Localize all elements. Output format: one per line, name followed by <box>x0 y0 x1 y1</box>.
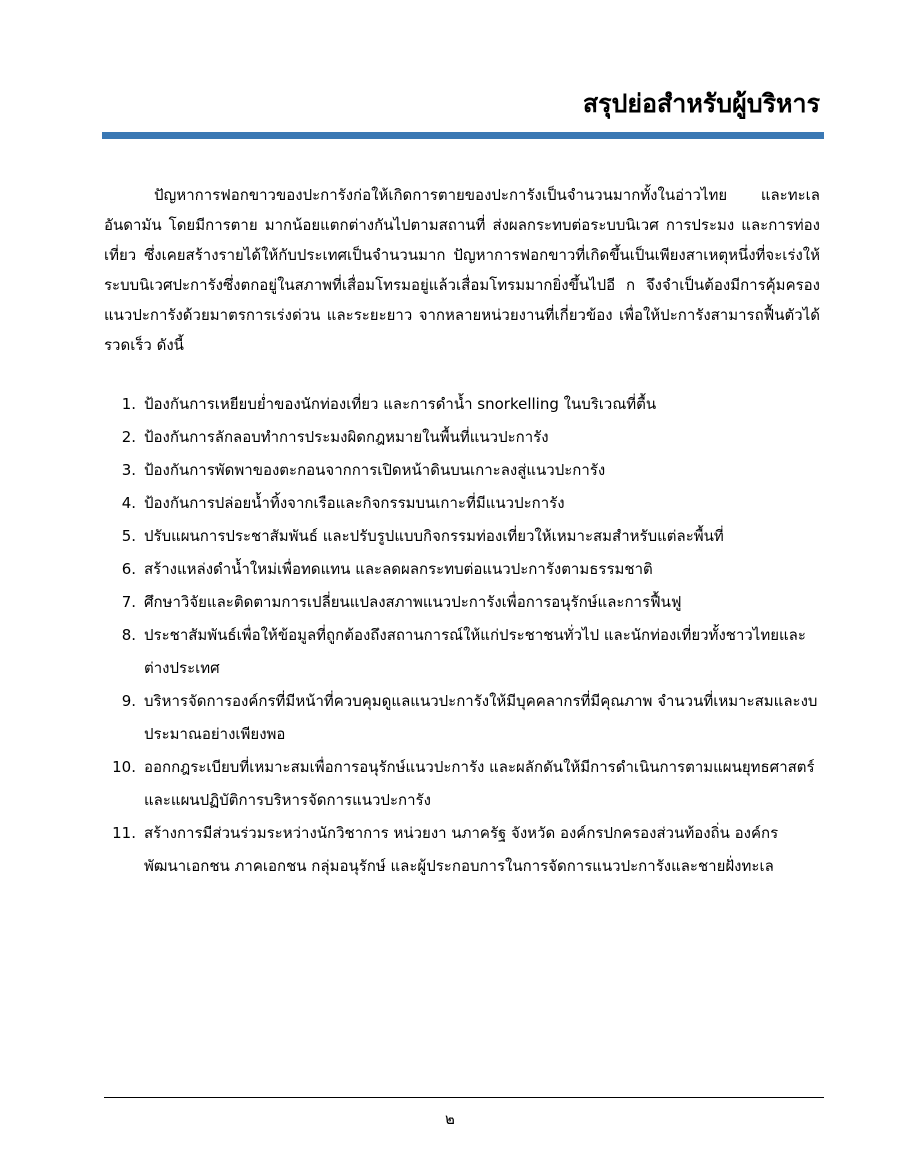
list-item-number: 4. <box>121 494 136 512</box>
list-item <box>104 553 820 586</box>
list-item-text: ป้องกันการปล่อยน้ำทิ้งจากเรือและกิจกรรมบนเกาะที่มีแนวปะการัง <box>144 494 565 512</box>
intro-paragraph: ปัญหาการฟอกขาวของปะการังก่อให้เกิดการตายของปะการังเป็นจำนวนมากทั้งในอ่าวไทย และทะเลอันดามัน โดยมีการตาย มากน้อยแตกต่างกันไปตามสถานที่ ส่งผลกระทบต่อระบบนิเวศ การประมง และการท่องเที่ยว ซึ่งเคยสร้างรายได้ให้กับประเทศเป็นจำนวนมาก ปัญหาการฟอกขาวที่เกิดขึ้นเป็นเพียงสาเหตุหนึ่งที่จะเร่งให้ระบบนิเวศปะการังซึ่งตกอยู่ในสภาพที่เสื่อมโทรมอยู่แล้วเสื่อมโทรมมากยิ่งขึ้นไปอี ก จึงจำเป็นต้องมีการคุ้มครองแนวปะการังด้วยมาตรการเร่งด่วน และระยะยาว จากหลายหน่วยงานที่เกี่ยวข้อง เพื่อให้ปะการังสามารถฟื้นตัวได้รวดเร็ว ดังนี้ <box>104 186 820 354</box>
list-item <box>104 421 820 454</box>
list-item <box>104 586 820 619</box>
list-item <box>104 619 820 685</box>
list-item-text: ศึกษาวิจัยและติดตามการเปลี่ยนแปลงสภาพแนวปะการังเพื่อการอนุรักษ์และการฟื้นฟู <box>144 593 682 611</box>
list-item-text: สร้างการมีส่วนร่วมระหว่างนักวิชาการ หน่วยงา นภาครัฐ จังหวัด องค์กรปกครองส่วนท้องถิ่น องค์กรพัฒนาเอกชน ภาคเอกชน กลุ่มอนุรักษ์ และผู้ประกอบการในการจัดการแนวปะการังและชายฝั่งทะเล <box>144 824 779 875</box>
list-item-number: 5. <box>121 527 136 545</box>
recommendations-list <box>104 388 820 883</box>
list-item-text: ป้องกันการพัดพาของตะกอนจากการเปิดหน้าดินบนเกาะลงสู่แนวปะการัง <box>144 461 606 479</box>
list-item-text: บริหารจัดการองค์กรที่มีหน้าที่ควบคุมดูแลแนวปะการังให้มีบุคคลากรที่มีคุณภาพ จำนวนที่เหมาะสมและงบประมาณอย่างเพียงพอ <box>144 692 818 743</box>
list-item-number: 3. <box>121 461 136 479</box>
page-number: ๒ <box>445 1110 455 1128</box>
list-item <box>104 454 820 487</box>
title-underline <box>102 132 824 139</box>
list-item-text: ออกกฎระเบียบที่เหมาะสมเพื่อการอนุรักษ์แนวปะการัง และผลักดันให้มีการดำเนินการตามแผนยุทธศาสตร์และแผนปฏิบัติการบริหารจัดการแนวปะการัง <box>144 758 815 809</box>
list-item-number: 1. <box>121 395 136 413</box>
list-item-text: ป้องกันการลักลอบทำการประมงผิดกฎหมายในพื้นที่แนวปะการัง <box>144 428 549 446</box>
list-item-text: ประชาสัมพันธ์เพื่อให้ข้อมูลที่ถูกต้องถึงสถานการณ์ให้แก่ประชาชนทั่วไป และนักท่องเที่ยวทั้งชาวไทยและต่างประเทศ <box>144 626 806 677</box>
list-item <box>104 520 820 553</box>
list-item-text: ปรับแผนการประชาสัมพันธ์ และปรับรูปแบบกิจกรรมท่องเที่ยวให้เหมาะสมสำหรับแต่ละพื้นที่ <box>144 527 724 545</box>
list-item-number: 8. <box>121 626 136 644</box>
list-item-number: 10. <box>112 758 136 776</box>
footer-divider <box>104 1097 824 1098</box>
list-item-number: 7. <box>121 593 136 611</box>
list-item-text: สร้างแหล่งดำน้ำใหม่เพื่อทดแทน และลดผลกระทบต่อแนวปะการังตามธรรมชาติ <box>144 560 653 578</box>
list-item-number: 11. <box>112 824 136 842</box>
list-item <box>104 487 820 520</box>
list-item-number: 6. <box>121 560 136 578</box>
list-item <box>104 751 820 817</box>
list-item-number: 9. <box>121 692 136 710</box>
page-title: สรุปย่อสำหรับผู้บริหาร <box>582 89 820 118</box>
list-item <box>104 817 820 883</box>
list-item-text: ป้องกันการเหยียบย่ำของนักท่องเที่ยว และการดำน้ำ snorkelling ในบริเวณที่ตื้น <box>144 395 657 413</box>
list-item <box>104 685 820 751</box>
list-item <box>104 388 820 421</box>
list-item-number: 2. <box>121 428 136 446</box>
